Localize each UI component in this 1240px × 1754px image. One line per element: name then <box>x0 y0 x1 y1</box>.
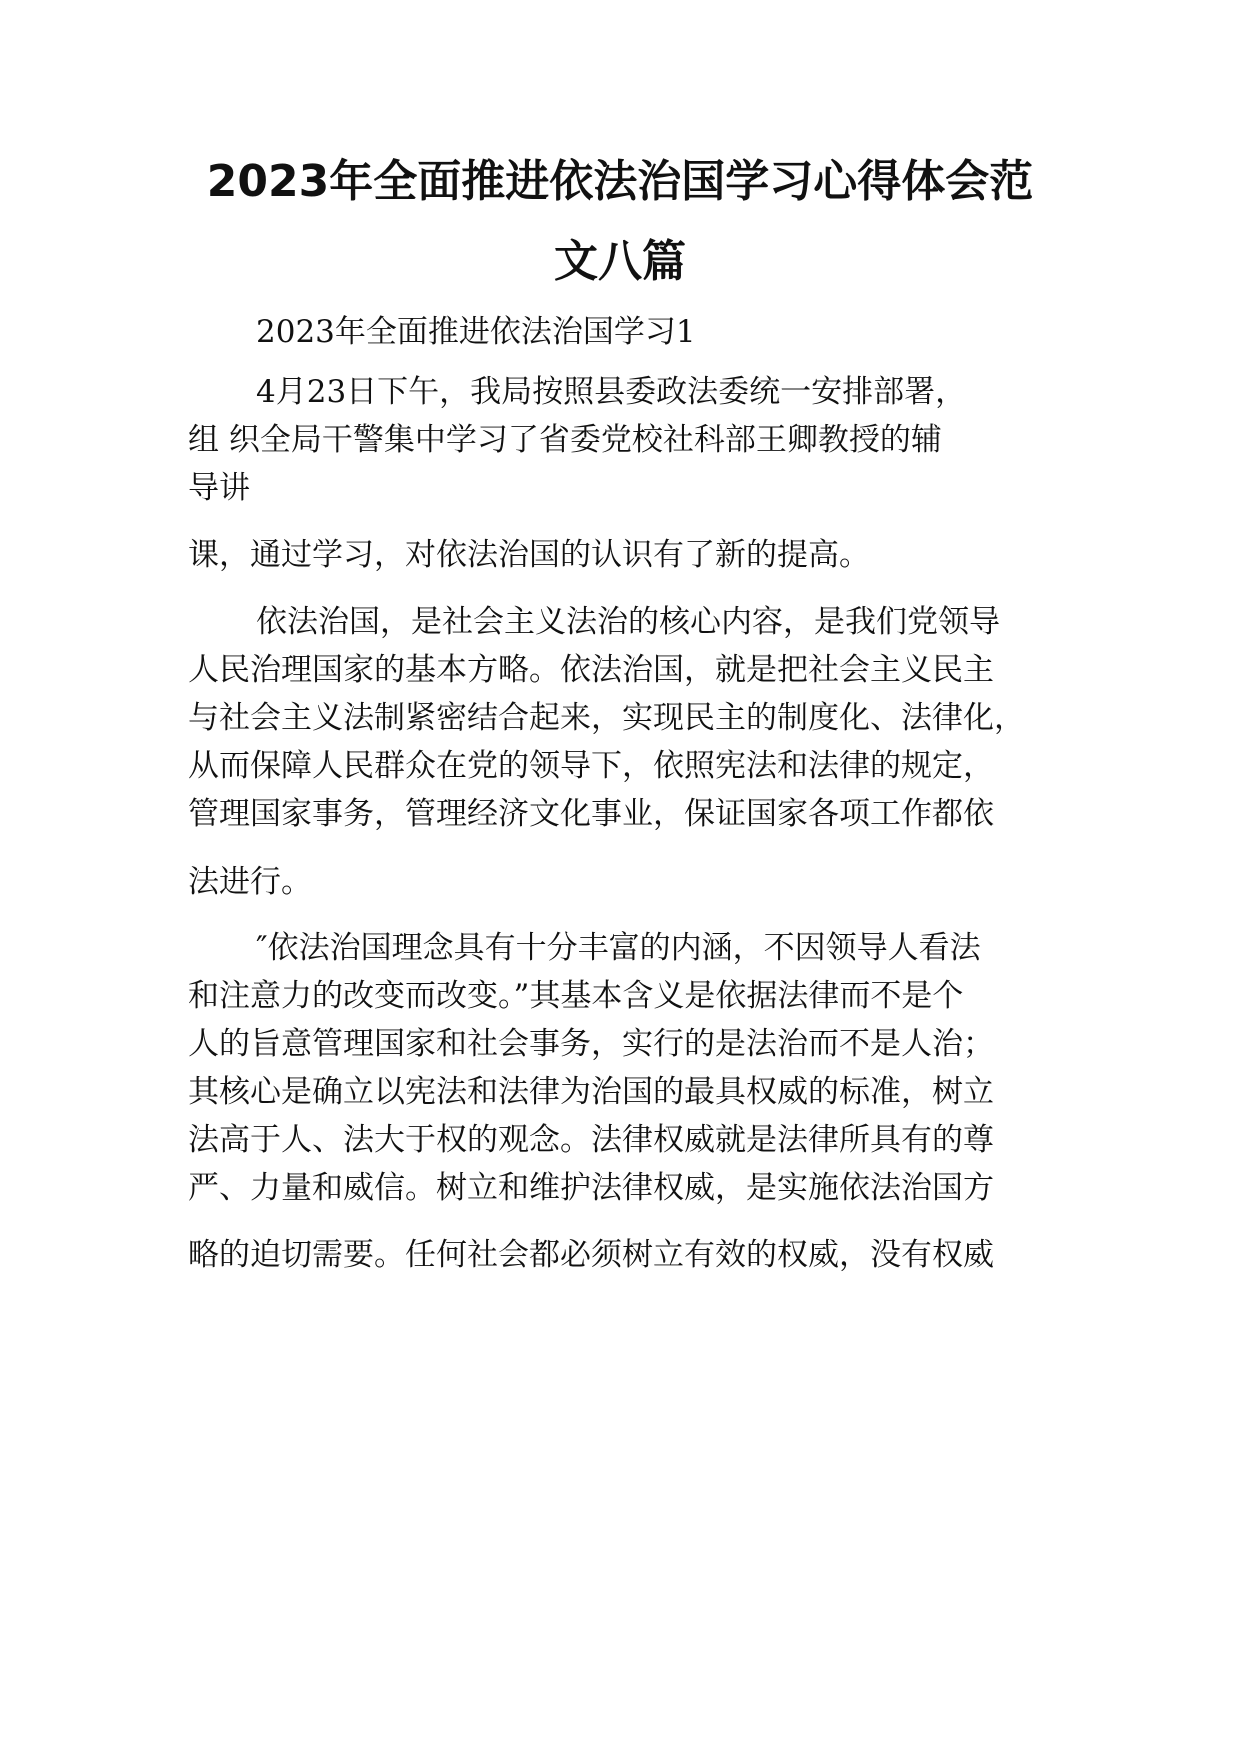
paragraph-line: 课，通过学习，对依法治国的认识有了新的提高。 <box>188 537 870 573</box>
paragraph-line: 法进行。 <box>188 864 312 900</box>
paragraph-line: 4月23日下午，我局按照县委政法委统一安排部署， <box>256 374 967 410</box>
document-title-line-2: 文八篇 <box>554 236 686 287</box>
paragraph-line: 从而保障人民群众在党的领导下，依照宪法和法律的规定， <box>188 748 994 784</box>
paragraph-line: 人民治理国家的基本方略。依法治国，就是把社会主义民主 <box>188 652 994 688</box>
paragraph-line: 和注意力的改变而改变。”其基本含义是依据法律而不是个 <box>188 978 964 1014</box>
document-title-line-1: 2023年全面推进依法治国学习心得体会范 <box>206 156 1034 207</box>
paragraph-line: ″依法治国理念具有十分丰富的内涵，不因领导人看法 <box>256 930 981 966</box>
paragraph-line: 严、力量和威信。树立和维护法律权威，是实施依法治国方 <box>188 1170 994 1206</box>
paragraph-line: 其核心是确立以宪法和法律为治国的最具权威的标准，树立 <box>188 1074 994 1110</box>
paragraph-line: 与社会主义法制紧密结合起来，实现民主的制度化、法律化， <box>188 700 1025 736</box>
paragraph-line: 组 织全局干警集中学习了省委党校社科部王卿教授的辅 <box>188 422 942 458</box>
paragraph-line: 法高于人、法大于权的观念。法律权威就是法律所具有的尊 <box>188 1122 994 1158</box>
paragraph-line: 导讲 <box>188 470 250 506</box>
paragraph-line: 管理国家事务，管理经济文化事业，保证国家各项工作都依 <box>188 796 994 832</box>
paragraph-line: 依法治国，是社会主义法治的核心内容，是我们党领导 <box>256 604 1000 640</box>
paragraph-line: 略的迫切需要。任何社会都必须树立有效的权威，没有权威 <box>188 1237 994 1273</box>
paragraph-line: 人的旨意管理国家和社会事务，实行的是法治而不是人治； <box>188 1026 994 1062</box>
section-heading: 2023年全面推进依法治国学习1 <box>256 314 696 350</box>
